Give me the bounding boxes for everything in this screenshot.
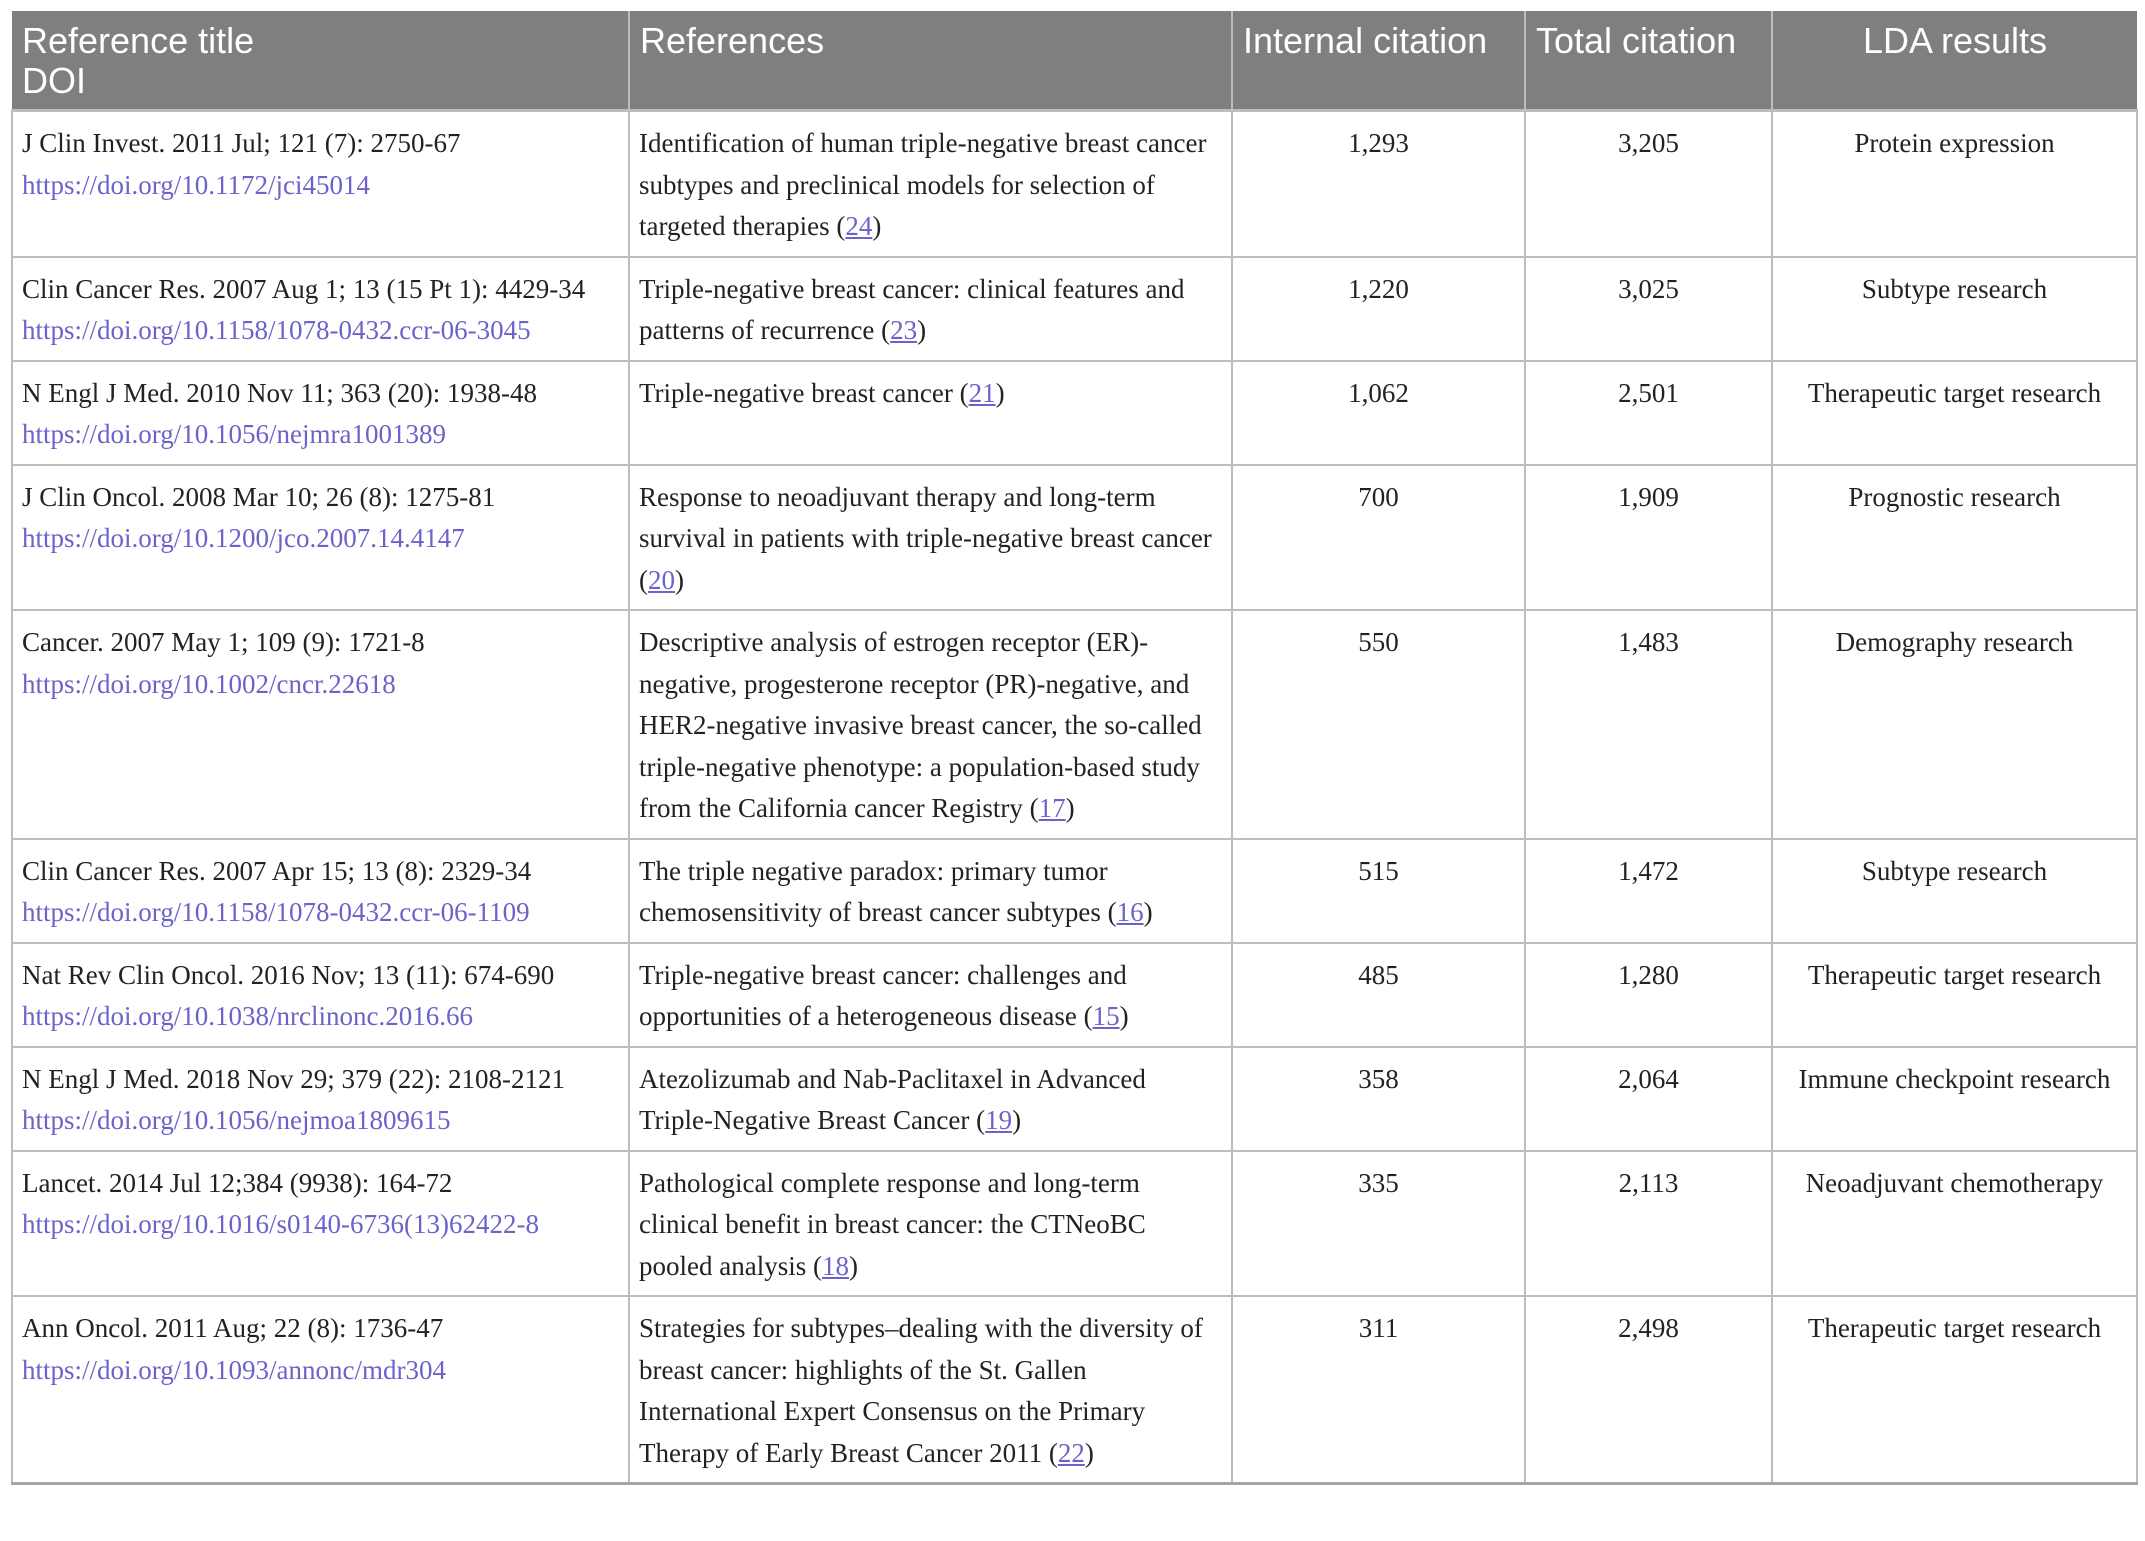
header-references: References (629, 11, 1232, 111)
doi-link[interactable]: https://doi.org/10.1016/s0140-6736(13)62422-8 (22, 1209, 539, 1239)
reference-close-paren: ) (1119, 1001, 1129, 1031)
reference-cell (629, 1151, 1232, 1297)
reference-title-cell (12, 465, 629, 611)
reference-title-cell (12, 610, 629, 839)
header-doi: DOI (22, 60, 87, 101)
lda-result-cell: Prognostic research (1772, 465, 2137, 611)
journal-source: Lancet. 2014 Jul 12;384 (9938): 164-72 (22, 1167, 453, 1198)
reference-title-cell (12, 943, 629, 1047)
doi-link[interactable]: https://doi.org/10.1158/1078-0432.ccr-06-1109 (22, 897, 530, 927)
reference-text: Response to neoadjuvant therapy and long-term survival in patients with triple-negative breast cancer ( (639, 481, 1212, 595)
lda-result-cell: Immune checkpoint research (1772, 1047, 2137, 1151)
header-reference-title: Reference title (22, 20, 255, 61)
reference-number-link[interactable]: 24 (845, 211, 873, 241)
doi-link[interactable]: https://doi.org/10.1200/jco.2007.14.4147 (22, 523, 465, 553)
reference-title-cell (12, 111, 629, 257)
total-citation-cell: 2,501 (1525, 361, 1772, 465)
table-row (12, 839, 2137, 943)
reference-close-paren: ) (1065, 793, 1075, 823)
reference-text: Triple-negative breast cancer: challenges and opportunities of a heterogeneous disease ( (639, 959, 1127, 1031)
total-citation-cell: 1,909 (1525, 465, 1772, 611)
reference-number-link[interactable]: 17 (1038, 793, 1066, 823)
table-row (12, 943, 2137, 1047)
lda-result-cell: Therapeutic target research (1772, 1296, 2137, 1484)
journal-source: Nat Rev Clin Oncol. 2016 Nov; 13 (11): 674-690 (22, 959, 555, 990)
lda-result-cell: Protein expression (1772, 111, 2137, 257)
reference-close-paren: ) (1084, 1437, 1094, 1468)
reference-cell (629, 257, 1232, 361)
reference-cell (629, 943, 1232, 1047)
reference-title-cell (12, 361, 629, 465)
internal-citation-cell: 485 (1232, 943, 1525, 1047)
reference-text: The triple negative paradox: primary tumor chemosensitivity of breast cancer subtypes ( (639, 855, 1117, 927)
reference-number-link[interactable]: 19 (985, 1105, 1013, 1135)
reference-cell (629, 839, 1232, 943)
total-citation-cell: 2,064 (1525, 1047, 1772, 1151)
reference-close-paren: ) (995, 377, 1005, 408)
reference-number-link[interactable]: 22 (1057, 1437, 1085, 1468)
table-body (12, 111, 2137, 1484)
internal-citation-cell: 1,293 (1232, 111, 1525, 257)
reference-number-link[interactable]: 23 (890, 315, 918, 345)
total-citation-cell: 3,205 (1525, 111, 1772, 257)
reference-close-paren: ) (848, 1250, 858, 1281)
reference-number-link[interactable]: 18 (821, 1250, 849, 1281)
reference-cell (629, 111, 1232, 257)
table-row (12, 610, 2137, 839)
internal-citation-cell: 311 (1232, 1296, 1525, 1484)
reference-close-paren: ) (872, 211, 882, 241)
reference-text: Identification of human triple-negative breast cancer subtypes and preclinical models for selection of targeted therapies ( (639, 128, 1207, 241)
lda-result-cell: Subtype research (1772, 257, 2137, 361)
reference-title-cell (12, 1047, 629, 1151)
table-row (12, 111, 2137, 257)
journal-source: N Engl J Med. 2018 Nov 29; 379 (22): 2108-2121 (22, 1063, 565, 1094)
journal-source: J Clin Invest. 2011 Jul; 121 (7): 2750-67 (22, 128, 461, 158)
reference-text: Triple-negative breast cancer: clinical features and patterns of recurrence ( (639, 273, 1185, 345)
reference-text: Pathological complete response and long-term clinical benefit in breast cancer: the CTNeoBC pooled analysis ( (639, 1167, 1146, 1281)
lda-result-cell: Neoadjuvant chemotherapy (1772, 1151, 2137, 1297)
total-citation-cell: 2,113 (1525, 1151, 1772, 1297)
journal-source: N Engl J Med. 2010 Nov 11; 363 (20): 1938-48 (22, 377, 537, 408)
doi-link[interactable]: https://doi.org/10.1056/nejmoa1809615 (22, 1105, 451, 1135)
reference-cell (629, 465, 1232, 611)
journal-source: Cancer. 2007 May 1; 109 (9): 1721-8 (22, 627, 425, 657)
doi-link[interactable]: https://doi.org/10.1056/nejmra1001389 (22, 419, 446, 449)
doi-link[interactable]: https://doi.org/10.1093/annonc/mdr304 (22, 1354, 446, 1385)
total-citation-cell: 2,498 (1525, 1296, 1772, 1484)
doi-link[interactable]: https://doi.org/10.1038/nrclinonc.2016.66 (22, 1001, 473, 1031)
total-citation-cell: 3,025 (1525, 257, 1772, 361)
lda-result-cell: Therapeutic target research (1772, 361, 2137, 465)
internal-citation-cell: 550 (1232, 610, 1525, 839)
reference-number-link[interactable]: 21 (968, 377, 996, 408)
internal-citation-cell: 1,062 (1232, 361, 1525, 465)
reference-cell (629, 1047, 1232, 1151)
header-internal-citation: Internal citation (1232, 11, 1525, 111)
internal-citation-cell: 1,220 (1232, 257, 1525, 361)
table-header (12, 11, 2137, 111)
journal-source: Clin Cancer Res. 2007 Apr 15; 13 (8): 2329-34 (22, 855, 532, 886)
internal-citation-cell: 335 (1232, 1151, 1525, 1297)
reference-number-link[interactable]: 20 (648, 564, 675, 595)
reference-number-link[interactable]: 15 (1092, 1001, 1120, 1031)
total-citation-cell: 1,280 (1525, 943, 1772, 1047)
internal-citation-cell: 358 (1232, 1047, 1525, 1151)
header-total-citation: Total citation (1525, 11, 1772, 111)
doi-link[interactable]: https://doi.org/10.1172/jci45014 (22, 169, 371, 200)
lda-result-cell: Subtype research (1772, 839, 2137, 943)
reference-cell (629, 361, 1232, 465)
citation-table (11, 11, 2138, 1485)
reference-text: Triple-negative breast cancer ( (639, 377, 969, 408)
reference-title-cell (12, 839, 629, 943)
internal-citation-cell: 515 (1232, 839, 1525, 943)
reference-text: Atezolizumab and Nab-Paclitaxel in Advanced Triple-Negative Breast Cancer ( (639, 1063, 1146, 1135)
table-row (12, 1047, 2137, 1151)
journal-source: Clin Cancer Res. 2007 Aug 1; 13 (15 Pt 1): 4429-34 (22, 273, 586, 304)
reference-title-cell (12, 1151, 629, 1297)
journal-source: Ann Oncol. 2011 Aug; 22 (8): 1736-47 (22, 1313, 444, 1343)
reference-number-link[interactable]: 16 (1116, 897, 1144, 927)
citation-table-container (11, 11, 2136, 1485)
reference-text: Descriptive analysis of estrogen receptor (ER)-negative, progesterone receptor (PR)-negative, and HER2-negative invasive breast cancer, the so-called triple-negative phenotype: a population-based study from the California cancer Registry ( (639, 627, 1202, 823)
lda-result-cell: Demography research (1772, 610, 2137, 839)
reference-close-paren: ) (917, 315, 927, 345)
journal-source: J Clin Oncol. 2008 Mar 10; 26 (8): 1275-81 (22, 481, 496, 512)
table-row (12, 1296, 2137, 1484)
reference-title-cell (12, 257, 629, 361)
total-citation-cell: 1,483 (1525, 610, 1772, 839)
reference-close-paren: ) (1012, 1105, 1022, 1135)
lda-result-cell: Therapeutic target research (1772, 943, 2137, 1047)
reference-text: Strategies for subtypes–dealing with the diversity of breast cancer: highlights of the St. Gallen International Expert Consensus on the Primary Therapy of Early Breast Cancer 2011 ( (639, 1313, 1203, 1468)
header-row (12, 11, 2137, 111)
table-row (12, 361, 2137, 465)
reference-cell (629, 610, 1232, 839)
table-row (12, 465, 2137, 611)
internal-citation-cell: 700 (1232, 465, 1525, 611)
table-row (12, 257, 2137, 361)
reference-close-paren: ) (1143, 897, 1153, 927)
table-row (12, 1151, 2137, 1297)
reference-cell (629, 1296, 1232, 1484)
reference-close-paren: ) (675, 564, 684, 595)
total-citation-cell: 1,472 (1525, 839, 1772, 943)
header-lda-results: LDA results (1772, 11, 2137, 111)
header-reference-title-doi (12, 11, 629, 111)
reference-title-cell (12, 1296, 629, 1484)
doi-link[interactable]: https://doi.org/10.1002/cncr.22618 (22, 668, 396, 699)
doi-link[interactable]: https://doi.org/10.1158/1078-0432.ccr-06-3045 (22, 315, 531, 345)
